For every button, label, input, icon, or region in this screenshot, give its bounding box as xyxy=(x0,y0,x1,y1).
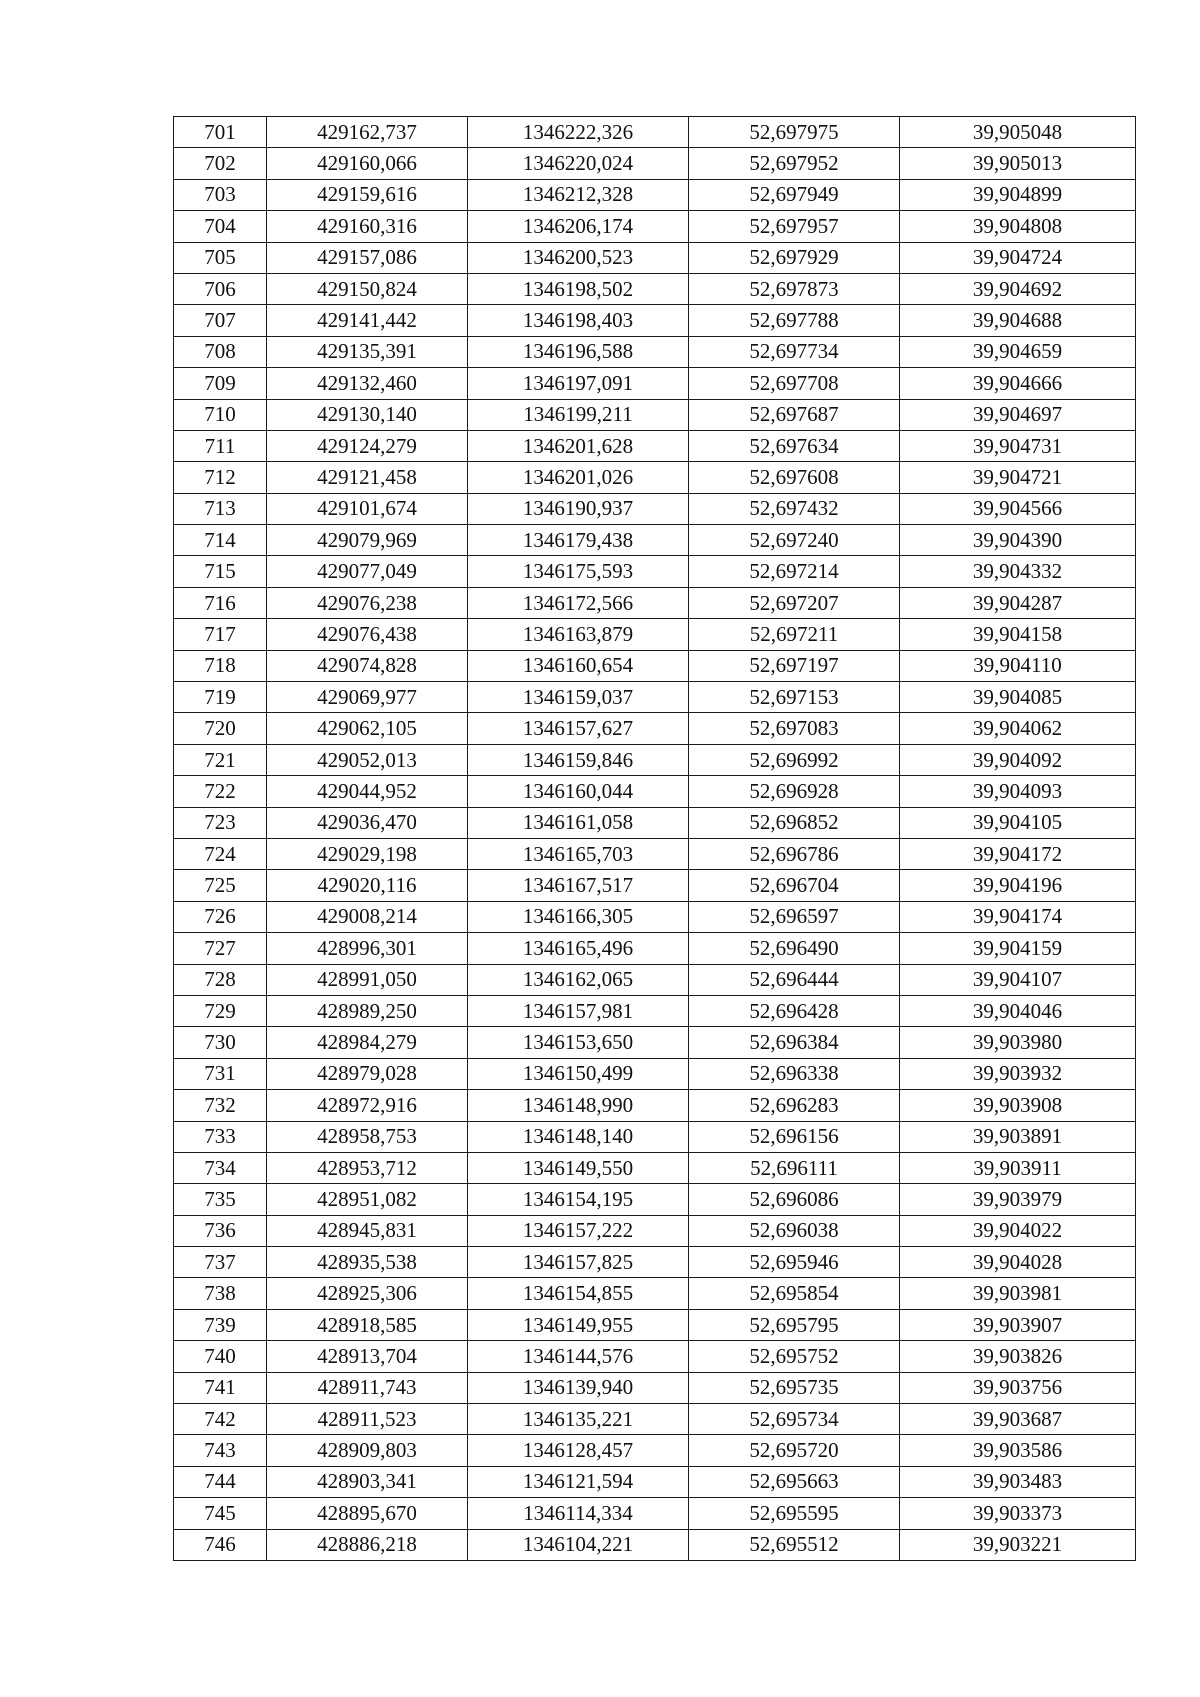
table-row xyxy=(174,305,1136,336)
x-coordinate-cell: 429077,049 xyxy=(267,556,468,587)
y-coordinate-cell: 1346128,457 xyxy=(468,1435,689,1466)
longitude-cell: 39,904697 xyxy=(900,399,1136,430)
table-row xyxy=(174,1498,1136,1529)
x-coordinate-cell: 429157,086 xyxy=(267,242,468,273)
y-coordinate-cell: 1346161,058 xyxy=(468,807,689,838)
x-coordinate-cell: 429062,105 xyxy=(267,713,468,744)
point-number-cell: 722 xyxy=(174,776,267,807)
longitude-cell: 39,904172 xyxy=(900,838,1136,869)
y-coordinate-cell: 1346222,326 xyxy=(468,117,689,148)
x-coordinate-cell: 429150,824 xyxy=(267,273,468,304)
point-number-cell: 740 xyxy=(174,1341,267,1372)
y-coordinate-cell: 1346154,195 xyxy=(468,1184,689,1215)
table-row xyxy=(174,462,1136,493)
table-row xyxy=(174,1309,1136,1340)
longitude-cell: 39,904721 xyxy=(900,462,1136,493)
table-row xyxy=(174,336,1136,367)
longitude-cell: 39,903907 xyxy=(900,1309,1136,1340)
y-coordinate-cell: 1346165,703 xyxy=(468,838,689,869)
y-coordinate-cell: 1346149,550 xyxy=(468,1152,689,1183)
latitude-cell: 52,697957 xyxy=(689,211,900,242)
point-number-cell: 728 xyxy=(174,964,267,995)
x-coordinate-cell: 428972,916 xyxy=(267,1090,468,1121)
table-row xyxy=(174,211,1136,242)
latitude-cell: 52,695946 xyxy=(689,1247,900,1278)
longitude-cell: 39,903979 xyxy=(900,1184,1136,1215)
y-coordinate-cell: 1346167,517 xyxy=(468,870,689,901)
point-number-cell: 704 xyxy=(174,211,267,242)
y-coordinate-cell: 1346148,990 xyxy=(468,1090,689,1121)
longitude-cell: 39,903586 xyxy=(900,1435,1136,1466)
longitude-cell: 39,903373 xyxy=(900,1498,1136,1529)
y-coordinate-cell: 1346198,403 xyxy=(468,305,689,336)
latitude-cell: 52,697734 xyxy=(689,336,900,367)
y-coordinate-cell: 1346160,044 xyxy=(468,776,689,807)
x-coordinate-cell: 429101,674 xyxy=(267,493,468,524)
table-row xyxy=(174,587,1136,618)
latitude-cell: 52,695752 xyxy=(689,1341,900,1372)
y-coordinate-cell: 1346121,594 xyxy=(468,1466,689,1497)
y-coordinate-cell: 1346172,566 xyxy=(468,587,689,618)
latitude-cell: 52,695854 xyxy=(689,1278,900,1309)
y-coordinate-cell: 1346150,499 xyxy=(468,1058,689,1089)
longitude-cell: 39,904028 xyxy=(900,1247,1136,1278)
longitude-cell: 39,904688 xyxy=(900,305,1136,336)
latitude-cell: 52,697083 xyxy=(689,713,900,744)
x-coordinate-cell: 428945,831 xyxy=(267,1215,468,1246)
point-number-cell: 714 xyxy=(174,525,267,556)
latitude-cell: 52,696384 xyxy=(689,1027,900,1058)
longitude-cell: 39,904093 xyxy=(900,776,1136,807)
latitude-cell: 52,697240 xyxy=(689,525,900,556)
y-coordinate-cell: 1346199,211 xyxy=(468,399,689,430)
latitude-cell: 52,697153 xyxy=(689,682,900,713)
latitude-cell: 52,697608 xyxy=(689,462,900,493)
table-row xyxy=(174,273,1136,304)
y-coordinate-cell: 1346148,140 xyxy=(468,1121,689,1152)
latitude-cell: 52,696786 xyxy=(689,838,900,869)
latitude-cell: 52,697788 xyxy=(689,305,900,336)
point-number-cell: 716 xyxy=(174,587,267,618)
table-row xyxy=(174,556,1136,587)
x-coordinate-cell: 428913,704 xyxy=(267,1341,468,1372)
table-row xyxy=(174,776,1136,807)
y-coordinate-cell: 1346160,654 xyxy=(468,650,689,681)
x-coordinate-cell: 429029,198 xyxy=(267,838,468,869)
table-row xyxy=(174,242,1136,273)
latitude-cell: 52,695595 xyxy=(689,1498,900,1529)
x-coordinate-cell: 428979,028 xyxy=(267,1058,468,1089)
longitude-cell: 39,903980 xyxy=(900,1027,1136,1058)
point-number-cell: 721 xyxy=(174,744,267,775)
point-number-cell: 703 xyxy=(174,179,267,210)
point-number-cell: 734 xyxy=(174,1152,267,1183)
x-coordinate-cell: 429069,977 xyxy=(267,682,468,713)
x-coordinate-cell: 429141,442 xyxy=(267,305,468,336)
longitude-cell: 39,904107 xyxy=(900,964,1136,995)
longitude-cell: 39,904022 xyxy=(900,1215,1136,1246)
y-coordinate-cell: 1346162,065 xyxy=(468,964,689,995)
longitude-cell: 39,904159 xyxy=(900,933,1136,964)
point-number-cell: 724 xyxy=(174,838,267,869)
table-row xyxy=(174,1121,1136,1152)
table-row xyxy=(174,525,1136,556)
x-coordinate-cell: 429121,458 xyxy=(267,462,468,493)
table-row xyxy=(174,744,1136,775)
x-coordinate-cell: 429135,391 xyxy=(267,336,468,367)
x-coordinate-cell: 429020,116 xyxy=(267,870,468,901)
longitude-cell: 39,904692 xyxy=(900,273,1136,304)
longitude-cell: 39,904085 xyxy=(900,682,1136,713)
longitude-cell: 39,903911 xyxy=(900,1152,1136,1183)
point-number-cell: 726 xyxy=(174,901,267,932)
y-coordinate-cell: 1346135,221 xyxy=(468,1404,689,1435)
point-number-cell: 717 xyxy=(174,619,267,650)
longitude-cell: 39,903891 xyxy=(900,1121,1136,1152)
point-number-cell: 725 xyxy=(174,870,267,901)
y-coordinate-cell: 1346198,502 xyxy=(468,273,689,304)
latitude-cell: 52,696428 xyxy=(689,995,900,1026)
latitude-cell: 52,697708 xyxy=(689,368,900,399)
x-coordinate-cell: 429132,460 xyxy=(267,368,468,399)
latitude-cell: 52,695734 xyxy=(689,1404,900,1435)
table-row xyxy=(174,933,1136,964)
y-coordinate-cell: 1346139,940 xyxy=(468,1372,689,1403)
longitude-cell: 39,904046 xyxy=(900,995,1136,1026)
y-coordinate-cell: 1346206,174 xyxy=(468,211,689,242)
y-coordinate-cell: 1346144,576 xyxy=(468,1341,689,1372)
x-coordinate-cell: 428984,279 xyxy=(267,1027,468,1058)
point-number-cell: 733 xyxy=(174,1121,267,1152)
table-row xyxy=(174,1215,1136,1246)
table-row xyxy=(174,1404,1136,1435)
table-row xyxy=(174,1278,1136,1309)
point-number-cell: 719 xyxy=(174,682,267,713)
latitude-cell: 52,697687 xyxy=(689,399,900,430)
longitude-cell: 39,904659 xyxy=(900,336,1136,367)
latitude-cell: 52,696444 xyxy=(689,964,900,995)
table-row xyxy=(174,1058,1136,1089)
longitude-cell: 39,904110 xyxy=(900,650,1136,681)
table-row xyxy=(174,148,1136,179)
table-row xyxy=(174,1090,1136,1121)
latitude-cell: 52,696111 xyxy=(689,1152,900,1183)
point-number-cell: 743 xyxy=(174,1435,267,1466)
x-coordinate-cell: 428918,585 xyxy=(267,1309,468,1340)
longitude-cell: 39,904092 xyxy=(900,744,1136,775)
longitude-cell: 39,904105 xyxy=(900,807,1136,838)
longitude-cell: 39,903932 xyxy=(900,1058,1136,1089)
latitude-cell: 52,697929 xyxy=(689,242,900,273)
x-coordinate-cell: 429159,616 xyxy=(267,179,468,210)
point-number-cell: 706 xyxy=(174,273,267,304)
point-number-cell: 731 xyxy=(174,1058,267,1089)
point-number-cell: 713 xyxy=(174,493,267,524)
latitude-cell: 52,697975 xyxy=(689,117,900,148)
table-row xyxy=(174,430,1136,461)
point-number-cell: 729 xyxy=(174,995,267,1026)
point-number-cell: 730 xyxy=(174,1027,267,1058)
latitude-cell: 52,696490 xyxy=(689,933,900,964)
longitude-cell: 39,903756 xyxy=(900,1372,1136,1403)
point-number-cell: 741 xyxy=(174,1372,267,1403)
table-row xyxy=(174,399,1136,430)
y-coordinate-cell: 1346201,026 xyxy=(468,462,689,493)
y-coordinate-cell: 1346157,981 xyxy=(468,995,689,1026)
point-number-cell: 702 xyxy=(174,148,267,179)
table-row xyxy=(174,368,1136,399)
y-coordinate-cell: 1346190,937 xyxy=(468,493,689,524)
y-coordinate-cell: 1346175,593 xyxy=(468,556,689,587)
point-number-cell: 735 xyxy=(174,1184,267,1215)
y-coordinate-cell: 1346149,955 xyxy=(468,1309,689,1340)
longitude-cell: 39,905048 xyxy=(900,117,1136,148)
x-coordinate-cell: 429162,737 xyxy=(267,117,468,148)
point-number-cell: 705 xyxy=(174,242,267,273)
latitude-cell: 52,696992 xyxy=(689,744,900,775)
point-number-cell: 718 xyxy=(174,650,267,681)
table-row xyxy=(174,1466,1136,1497)
x-coordinate-cell: 428909,803 xyxy=(267,1435,468,1466)
x-coordinate-cell: 429008,214 xyxy=(267,901,468,932)
coordinates-table xyxy=(173,116,1136,1561)
y-coordinate-cell: 1346104,221 xyxy=(468,1529,689,1560)
x-coordinate-cell: 429074,828 xyxy=(267,650,468,681)
table-row xyxy=(174,179,1136,210)
longitude-cell: 39,904724 xyxy=(900,242,1136,273)
point-number-cell: 739 xyxy=(174,1309,267,1340)
x-coordinate-cell: 429124,279 xyxy=(267,430,468,461)
latitude-cell: 52,696038 xyxy=(689,1215,900,1246)
longitude-cell: 39,904899 xyxy=(900,179,1136,210)
x-coordinate-cell: 428953,712 xyxy=(267,1152,468,1183)
point-number-cell: 738 xyxy=(174,1278,267,1309)
latitude-cell: 52,696704 xyxy=(689,870,900,901)
longitude-cell: 39,904287 xyxy=(900,587,1136,618)
latitude-cell: 52,695663 xyxy=(689,1466,900,1497)
latitude-cell: 52,696597 xyxy=(689,901,900,932)
table-row xyxy=(174,1152,1136,1183)
table-row xyxy=(174,493,1136,524)
y-coordinate-cell: 1346114,334 xyxy=(468,1498,689,1529)
latitude-cell: 52,696852 xyxy=(689,807,900,838)
point-number-cell: 709 xyxy=(174,368,267,399)
longitude-cell: 39,903483 xyxy=(900,1466,1136,1497)
latitude-cell: 52,697197 xyxy=(689,650,900,681)
table-row xyxy=(174,807,1136,838)
point-number-cell: 723 xyxy=(174,807,267,838)
point-number-cell: 736 xyxy=(174,1215,267,1246)
table-row xyxy=(174,870,1136,901)
latitude-cell: 52,696086 xyxy=(689,1184,900,1215)
x-coordinate-cell: 428935,538 xyxy=(267,1247,468,1278)
y-coordinate-cell: 1346179,438 xyxy=(468,525,689,556)
x-coordinate-cell: 429079,969 xyxy=(267,525,468,556)
latitude-cell: 52,697949 xyxy=(689,179,900,210)
latitude-cell: 52,697952 xyxy=(689,148,900,179)
table-row xyxy=(174,117,1136,148)
point-number-cell: 711 xyxy=(174,430,267,461)
table-row xyxy=(174,619,1136,650)
x-coordinate-cell: 429044,952 xyxy=(267,776,468,807)
latitude-cell: 52,697634 xyxy=(689,430,900,461)
y-coordinate-cell: 1346196,588 xyxy=(468,336,689,367)
longitude-cell: 39,903908 xyxy=(900,1090,1136,1121)
longitude-cell: 39,905013 xyxy=(900,148,1136,179)
point-number-cell: 737 xyxy=(174,1247,267,1278)
longitude-cell: 39,903826 xyxy=(900,1341,1136,1372)
point-number-cell: 712 xyxy=(174,462,267,493)
point-number-cell: 707 xyxy=(174,305,267,336)
x-coordinate-cell: 429052,013 xyxy=(267,744,468,775)
table-row xyxy=(174,995,1136,1026)
x-coordinate-cell: 428911,523 xyxy=(267,1404,468,1435)
y-coordinate-cell: 1346200,523 xyxy=(468,242,689,273)
table-row xyxy=(174,1247,1136,1278)
longitude-cell: 39,904062 xyxy=(900,713,1136,744)
y-coordinate-cell: 1346157,627 xyxy=(468,713,689,744)
table-row xyxy=(174,1529,1136,1560)
y-coordinate-cell: 1346159,846 xyxy=(468,744,689,775)
table-row xyxy=(174,1372,1136,1403)
x-coordinate-cell: 428911,743 xyxy=(267,1372,468,1403)
table-row xyxy=(174,1184,1136,1215)
point-number-cell: 744 xyxy=(174,1466,267,1497)
latitude-cell: 52,695512 xyxy=(689,1529,900,1560)
y-coordinate-cell: 1346166,305 xyxy=(468,901,689,932)
y-coordinate-cell: 1346157,825 xyxy=(468,1247,689,1278)
y-coordinate-cell: 1346154,855 xyxy=(468,1278,689,1309)
longitude-cell: 39,904731 xyxy=(900,430,1136,461)
x-coordinate-cell: 428958,753 xyxy=(267,1121,468,1152)
x-coordinate-cell: 429076,438 xyxy=(267,619,468,650)
longitude-cell: 39,903981 xyxy=(900,1278,1136,1309)
x-coordinate-cell: 428996,301 xyxy=(267,933,468,964)
x-coordinate-cell: 428903,341 xyxy=(267,1466,468,1497)
point-number-cell: 746 xyxy=(174,1529,267,1560)
table-row xyxy=(174,838,1136,869)
latitude-cell: 52,695735 xyxy=(689,1372,900,1403)
latitude-cell: 52,697211 xyxy=(689,619,900,650)
point-number-cell: 727 xyxy=(174,933,267,964)
x-coordinate-cell: 428951,082 xyxy=(267,1184,468,1215)
y-coordinate-cell: 1346153,650 xyxy=(468,1027,689,1058)
point-number-cell: 745 xyxy=(174,1498,267,1529)
longitude-cell: 39,904566 xyxy=(900,493,1136,524)
longitude-cell: 39,904666 xyxy=(900,368,1136,399)
y-coordinate-cell: 1346212,328 xyxy=(468,179,689,210)
point-number-cell: 701 xyxy=(174,117,267,148)
point-number-cell: 708 xyxy=(174,336,267,367)
table-row xyxy=(174,682,1136,713)
x-coordinate-cell: 429160,066 xyxy=(267,148,468,179)
point-number-cell: 710 xyxy=(174,399,267,430)
point-number-cell: 715 xyxy=(174,556,267,587)
longitude-cell: 39,904332 xyxy=(900,556,1136,587)
longitude-cell: 39,903221 xyxy=(900,1529,1136,1560)
x-coordinate-cell: 429036,470 xyxy=(267,807,468,838)
x-coordinate-cell: 428991,050 xyxy=(267,964,468,995)
y-coordinate-cell: 1346157,222 xyxy=(468,1215,689,1246)
table-row xyxy=(174,1435,1136,1466)
longitude-cell: 39,904808 xyxy=(900,211,1136,242)
latitude-cell: 52,697432 xyxy=(689,493,900,524)
point-number-cell: 720 xyxy=(174,713,267,744)
longitude-cell: 39,904390 xyxy=(900,525,1136,556)
x-coordinate-cell: 429160,316 xyxy=(267,211,468,242)
y-coordinate-cell: 1346165,496 xyxy=(468,933,689,964)
coordinates-table-body xyxy=(174,117,1136,1561)
y-coordinate-cell: 1346163,879 xyxy=(468,619,689,650)
latitude-cell: 52,697873 xyxy=(689,273,900,304)
latitude-cell: 52,697207 xyxy=(689,587,900,618)
y-coordinate-cell: 1346159,037 xyxy=(468,682,689,713)
y-coordinate-cell: 1346197,091 xyxy=(468,368,689,399)
table-row xyxy=(174,650,1136,681)
table-row xyxy=(174,1027,1136,1058)
point-number-cell: 732 xyxy=(174,1090,267,1121)
y-coordinate-cell: 1346220,024 xyxy=(468,148,689,179)
table-row xyxy=(174,713,1136,744)
x-coordinate-cell: 428925,306 xyxy=(267,1278,468,1309)
x-coordinate-cell: 428895,670 xyxy=(267,1498,468,1529)
table-row xyxy=(174,1341,1136,1372)
x-coordinate-cell: 428886,218 xyxy=(267,1529,468,1560)
longitude-cell: 39,904196 xyxy=(900,870,1136,901)
x-coordinate-cell: 429130,140 xyxy=(267,399,468,430)
point-number-cell: 742 xyxy=(174,1404,267,1435)
longitude-cell: 39,904174 xyxy=(900,901,1136,932)
latitude-cell: 52,696283 xyxy=(689,1090,900,1121)
y-coordinate-cell: 1346201,628 xyxy=(468,430,689,461)
latitude-cell: 52,695795 xyxy=(689,1309,900,1340)
table-row xyxy=(174,901,1136,932)
table-row xyxy=(174,964,1136,995)
latitude-cell: 52,696338 xyxy=(689,1058,900,1089)
x-coordinate-cell: 428989,250 xyxy=(267,995,468,1026)
latitude-cell: 52,696928 xyxy=(689,776,900,807)
longitude-cell: 39,903687 xyxy=(900,1404,1136,1435)
longitude-cell: 39,904158 xyxy=(900,619,1136,650)
latitude-cell: 52,696156 xyxy=(689,1121,900,1152)
latitude-cell: 52,695720 xyxy=(689,1435,900,1466)
x-coordinate-cell: 429076,238 xyxy=(267,587,468,618)
latitude-cell: 52,697214 xyxy=(689,556,900,587)
